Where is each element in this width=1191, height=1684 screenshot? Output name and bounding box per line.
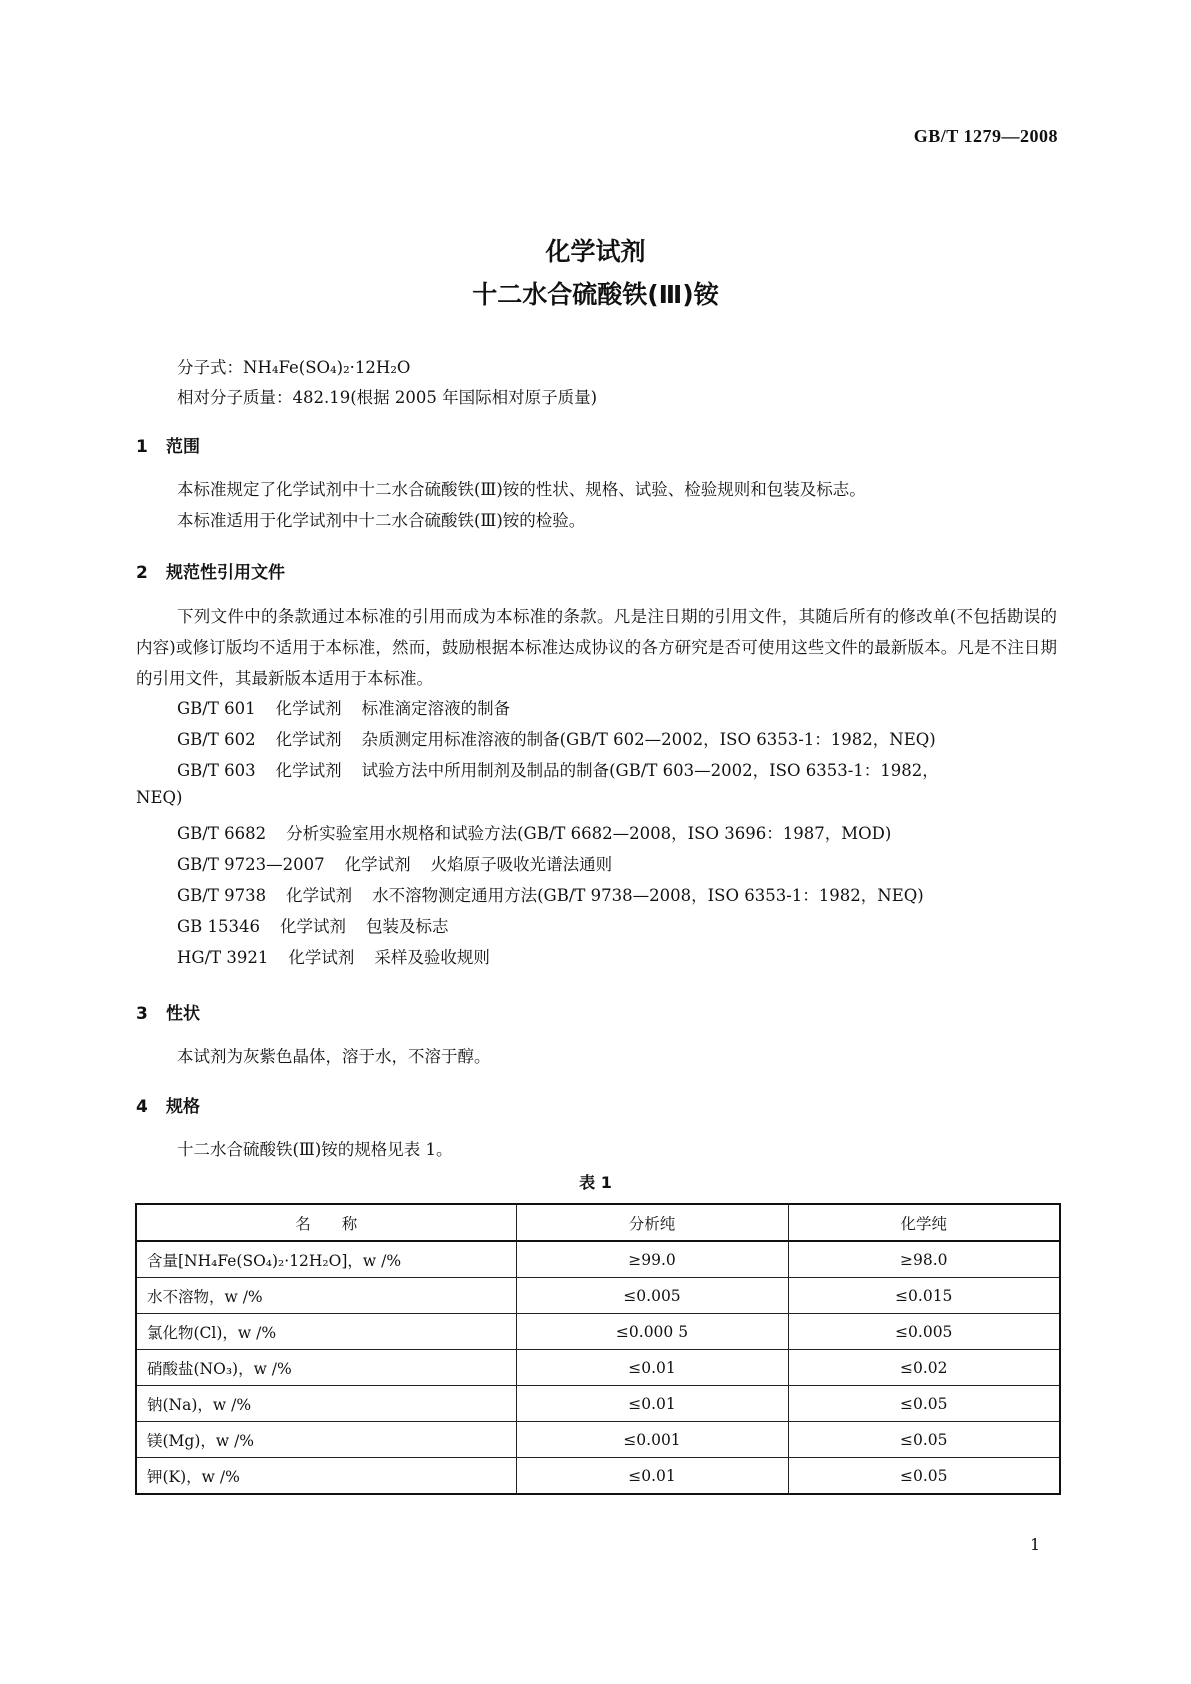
paragraph: 本标准规定了化学试剂中十二水合硫酸铁(Ⅲ)铵的性状、规格、试验、检验规则和包装及标志。 — [177, 480, 866, 499]
reference-item — [177, 695, 510, 719]
section-title: 性状 — [166, 1004, 200, 1024]
ref-category: 化学试剂 — [344, 855, 411, 874]
cell-name: 硝酸盐(NO₃)，w /% — [136, 1350, 516, 1386]
ref-title: 采样及验收规则 — [374, 948, 490, 967]
header-cp: 化学纯 — [788, 1204, 1060, 1241]
ref-category: 化学试剂 — [288, 948, 355, 967]
header-name: 名 称 — [136, 1204, 516, 1241]
ref-code: HG/T 3921 — [177, 948, 269, 967]
cell-ar: ≤0.001 — [516, 1422, 788, 1458]
ref-title: 包装及标志 — [366, 917, 449, 936]
reference-item — [177, 757, 939, 781]
table-row — [136, 1458, 1060, 1495]
section-number: 3 — [136, 1004, 148, 1024]
standard-number: GB/T 1279—2008 — [913, 126, 1058, 146]
table-row — [136, 1350, 1060, 1386]
molar-mass-value: 482.19(根据 2005 年国际相对原子质量) — [292, 388, 598, 407]
section-title: 范围 — [166, 437, 200, 457]
cell-name: 氯化物(Cl)，w /% — [136, 1314, 516, 1350]
cell-cp: ≤0.015 — [788, 1278, 1060, 1314]
paragraph: 本试剂为灰紫色晶体，溶于水，不溶于醇。 — [177, 1047, 491, 1066]
doc-title-line2: 十二水合硫酸铁(Ⅲ)铵 — [472, 280, 719, 309]
ref-code: GB/T 601 — [177, 699, 256, 718]
table-row — [136, 1314, 1060, 1350]
ref-category: 化学试剂 — [275, 761, 342, 780]
reference-item — [177, 882, 924, 906]
section-heading-4 — [136, 1092, 200, 1117]
section-number: 2 — [136, 563, 148, 583]
reference-item — [177, 851, 612, 875]
cell-cp: ≤0.005 — [788, 1314, 1060, 1350]
table-header-row — [136, 1204, 1060, 1241]
reference-item — [177, 944, 490, 968]
cell-cp: ≤0.02 — [788, 1350, 1060, 1386]
paragraph: 十二水合硫酸铁(Ⅲ)铵的规格见表 1。 — [177, 1140, 453, 1159]
ref-title: 标准滴定溶液的制备 — [361, 699, 511, 718]
section-heading-2 — [136, 558, 285, 583]
cell-ar: ≤0.000 5 — [516, 1314, 788, 1350]
ref-category: 化学试剂 — [280, 917, 347, 936]
section-number: 4 — [136, 1097, 148, 1117]
table-row — [136, 1241, 1060, 1278]
cell-name: 含量[NH₄Fe(SO₄)₂·12H₂O]，w /% — [136, 1241, 516, 1278]
cell-ar: ≤0.01 — [516, 1350, 788, 1386]
reference-item — [177, 726, 936, 750]
cell-ar: ≤0.005 — [516, 1278, 788, 1314]
spec-table — [135, 1203, 1061, 1495]
ref-category: 化学试剂 — [275, 730, 342, 749]
ref-code: GB/T 9723—2007 — [177, 855, 325, 874]
cell-ar: ≤0.01 — [516, 1458, 788, 1495]
ref-code: GB/T 6682 — [177, 824, 267, 843]
section-title: 规范性引用文件 — [166, 563, 285, 583]
ref-title: 分析实验室用水规格和试验方法(GB/T 6682—2008，ISO 3696：1987，MOD) — [286, 824, 892, 843]
page-number: 1 — [1030, 1535, 1041, 1554]
cell-cp: ≤0.05 — [788, 1458, 1060, 1495]
ref-code: GB/T 602 — [177, 730, 256, 749]
ref-title: 杂质测定用标准溶液的制备(GB/T 602—2002，ISO 6353-1：1982，NEQ) — [361, 730, 936, 749]
section-title: 规格 — [166, 1097, 200, 1117]
paragraph: 本标准适用于化学试剂中十二水合硫酸铁(Ⅲ)铵的检验。 — [177, 511, 586, 530]
cell-name: 水不溶物，w /% — [136, 1278, 516, 1314]
ref-category: 化学试剂 — [286, 886, 353, 905]
table-row — [136, 1278, 1060, 1314]
paragraph: 下列文件中的条款通过本标准的引用而成为本标准的条款。凡是注日期的引用文件，其随后所有的修改单(不包括勘误的内容)或修订版均不适用于本标准，然而，鼓励根据本标准达成协议的各方研究是否可使用这些文件的最新版本。凡是不注日期的引用文件，其最新版本适用于本标准。 — [136, 607, 1057, 688]
section-heading-3 — [136, 999, 200, 1024]
cell-cp: ≤0.05 — [788, 1386, 1060, 1422]
ref-title: 水不溶物测定通用方法(GB/T 9738—2008，ISO 6353-1：1982，NEQ) — [372, 886, 924, 905]
section-number: 1 — [136, 437, 148, 457]
header-ar: 分析纯 — [516, 1204, 788, 1241]
cell-name: 钾(K)，w /% — [136, 1458, 516, 1495]
formula-label: 分子式： — [177, 358, 243, 377]
ref-title: 试验方法中所用制剂及制品的制备(GB/T 603—2002，ISO 6353-1：1982， — [361, 761, 939, 780]
doc-title-line1: 化学试剂 — [545, 237, 646, 266]
ref-code: GB/T 603 — [177, 761, 256, 780]
reference-continuation: NEQ) — [136, 788, 183, 807]
molar-mass — [177, 384, 597, 408]
reference-item — [177, 820, 891, 844]
ref-title: 火焰原子吸收光谱法通则 — [430, 855, 613, 874]
cell-name: 镁(Mg)，w /% — [136, 1422, 516, 1458]
ref-category: 化学试剂 — [275, 699, 342, 718]
cell-cp: ≥98.0 — [788, 1241, 1060, 1278]
ref-code: GB 15346 — [177, 917, 261, 936]
cell-name: 钠(Na)，w /% — [136, 1386, 516, 1422]
molecular-formula — [177, 354, 410, 378]
table-caption: 表 1 — [579, 1173, 612, 1192]
cell-ar: ≤0.01 — [516, 1386, 788, 1422]
ref-code: GB/T 9738 — [177, 886, 267, 905]
formula-value: NH₄Fe(SO₄)₂·12H₂O — [243, 358, 411, 377]
table-row — [136, 1386, 1060, 1422]
molar-mass-label: 相对分子质量： — [177, 388, 293, 407]
section-heading-1 — [136, 432, 200, 457]
cell-cp: ≤0.05 — [788, 1422, 1060, 1458]
table-row — [136, 1422, 1060, 1458]
cell-ar: ≥99.0 — [516, 1241, 788, 1278]
reference-item — [177, 913, 449, 937]
